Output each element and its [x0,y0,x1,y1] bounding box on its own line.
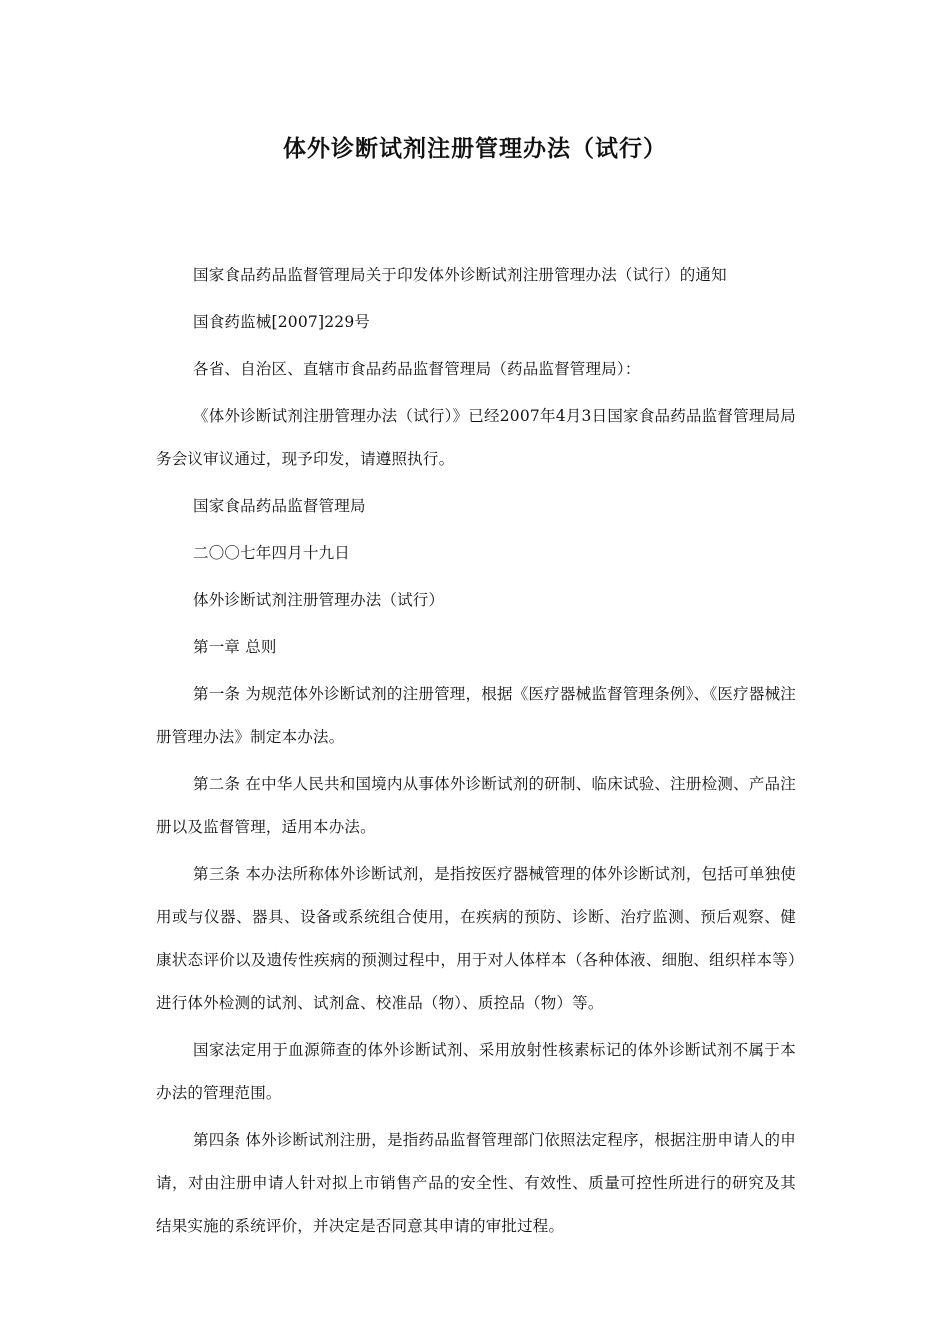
regulation-title: 体外诊断试剂注册管理办法（试行） [193,591,445,609]
article-2: 第二条 在中华人民共和国境内从事体外诊断试剂的研制、临床试验、注册检测、产品注册以及监督管理，适用本办法。 [156,775,796,836]
article-3: 第三条 本办法所称体外诊断试剂，是指按医疗器械管理的体外诊断试剂，包括可单独使用或与仪器、器具、设备或系统组合使用，在疾病的预防、诊断、治疗监测、预后观察、健康状态评价以及遗传性疾病的预测过程中，用于对人体样本（各种体液、细胞、组织样本等）进行体外检测的试剂、试剂盒、校准品（物）、质控品（物）等。 [156,865,796,1012]
notice-heading: 国家食品药品监督管理局关于印发体外诊断试剂注册管理办法（试行）的通知 [193,266,727,284]
addressee: 各省、自治区、直辖市食品药品监督管理局（药品监督管理局）： [193,360,641,378]
document-body [156,254,796,1252]
document-title: 体外诊断试剂注册管理办法（试行） [283,135,667,162]
issue-date: 二〇〇七年四月十九日 [193,544,351,562]
chapter-heading: 第一章 总则 [193,638,277,656]
issuing-authority: 国家食品药品监督管理局 [193,497,366,515]
article-3-supplement: 国家法定用于血源筛查的体外诊断试剂、采用放射性核素标记的体外诊断试剂不属于本办法的管理范围。 [156,1041,796,1102]
article-4: 第四条 体外诊断试剂注册，是指药品监督管理部门依照法定程序，根据注册申请人的申请，对由注册申请人针对拟上市销售产品的安全性、有效性、质量可控性所进行的研究及其结果实施的系统评价，并决定是否同意其申请的审批过程。 [156,1131,796,1235]
article-1: 第一条 为规范体外诊断试剂的注册管理，根据《医疗器械监督管理条例》、《医疗器械注册管理办法》制定本办法。 [156,685,796,746]
notice-body: 《体外诊断试剂注册管理办法（试行）》已经2007年4月3日国家食品药品监督管理局局务会议审议通过，现予印发，请遵照执行。 [156,407,796,468]
document-number: 国食药监械[2007]229号 [193,313,371,331]
